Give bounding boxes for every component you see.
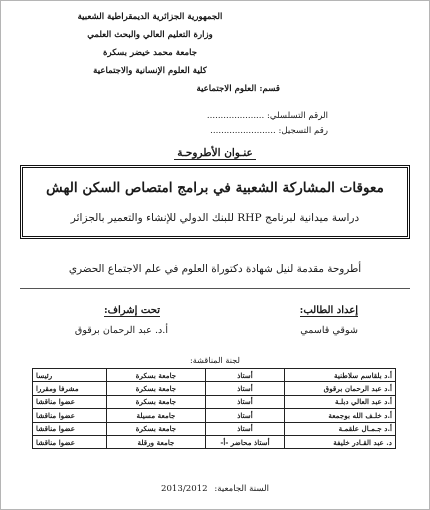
degree-statement: أطروحة مقدمة لنيل شهادة دكتوراة العلوم في علم الاجتماع الحضري [68, 263, 362, 275]
member-rank: أستاذ [206, 382, 285, 395]
thesis-subtitle: دراسة ميدانية لبرنامج RHP للبنك الدولي للإنشاء والتعمير بالجزائر [70, 212, 360, 224]
student-label: إعداد الطالب: [299, 305, 358, 316]
table-row [33, 435, 396, 448]
committee-table [32, 368, 396, 449]
university-name: جامعة محمد خيضر بسكرة [102, 48, 198, 58]
serial-number-field [207, 111, 328, 121]
member-role: عضوا مناقشا [33, 435, 107, 448]
member-role: عضوا مناقشا [33, 395, 107, 408]
registration-number-field [210, 126, 328, 136]
academic-year-value: 2013/2012 [161, 484, 208, 494]
member-rank: أستاذ [206, 395, 285, 408]
registration-number-dots: ........................ [210, 126, 276, 136]
supervisor-label: تحت إشراف: [103, 305, 160, 316]
academic-year-label: السنة الجامعية: [214, 484, 269, 494]
member-university: جامعة بسكرة [107, 422, 206, 435]
member-rank: أستاذ محاضر -أ- [206, 435, 285, 448]
member-name: أ.د جـمـال علقمـة [285, 422, 396, 435]
member-university: جامعة بسكرة [107, 395, 206, 408]
academic-year [0, 484, 430, 494]
supervisor-name: أ.د. عبد الرحمان برقوق [74, 325, 168, 336]
ministry-name: وزارة التعليم العالي والبحث العلمي [87, 30, 213, 40]
thesis-title: معوقات المشاركة الشعبية في برامج امتصاص السكن الهش [46, 180, 384, 196]
serial-number-dots: ..................... [206, 111, 265, 121]
committee-title: لجنة المناقشة: [189, 355, 241, 365]
student-name: شوقي قاسمي [300, 325, 358, 336]
member-name: أ.د خلـف الله بوجمعة [285, 409, 396, 422]
member-university: جامعة ورقلة [107, 435, 206, 448]
table-row [33, 382, 396, 395]
member-name: أ.د عبد العالي دبلـة [285, 395, 396, 408]
table-row [33, 369, 396, 382]
member-rank: أستاذ [206, 422, 285, 435]
member-role: مشرفا ومقررا [33, 382, 107, 395]
member-rank: أستاذ [206, 369, 285, 382]
member-role: عضوا مناقشا [33, 409, 107, 422]
member-role: رئيسا [33, 369, 107, 382]
thesis-title-box [20, 165, 410, 239]
department-name: قسم: العلوم الاجتماعية [196, 84, 280, 94]
member-name: أ.د بلقاسم سلاطنية [285, 369, 396, 382]
member-role: عضوا مناقشا [33, 422, 107, 435]
member-name: أ.د عبد الرحمان برقوق [285, 382, 396, 395]
table-row [33, 409, 396, 422]
member-university: جامعة بسكرة [107, 382, 206, 395]
member-rank: أستاذ [206, 409, 285, 422]
thesis-title-heading: عنـوان الأطروحـة [0, 147, 430, 159]
registration-number-label: رقم التسجيل: [278, 126, 328, 136]
faculty-name: كلية العلوم الإنسانية والاجتماعية [93, 66, 207, 76]
member-university: جامعة بسكرة [107, 369, 206, 382]
republic-name: الجمهورية الجزائرية الديمقراطية الشعبية [77, 12, 223, 22]
serial-number-label: الرقم التسلسلي: [267, 111, 328, 121]
member-name: د. عبد القـادر خليفة [285, 435, 396, 448]
table-row [33, 422, 396, 435]
table-row [33, 395, 396, 408]
separator-line [20, 288, 410, 289]
member-university: جامعة مسيلة [107, 409, 206, 422]
